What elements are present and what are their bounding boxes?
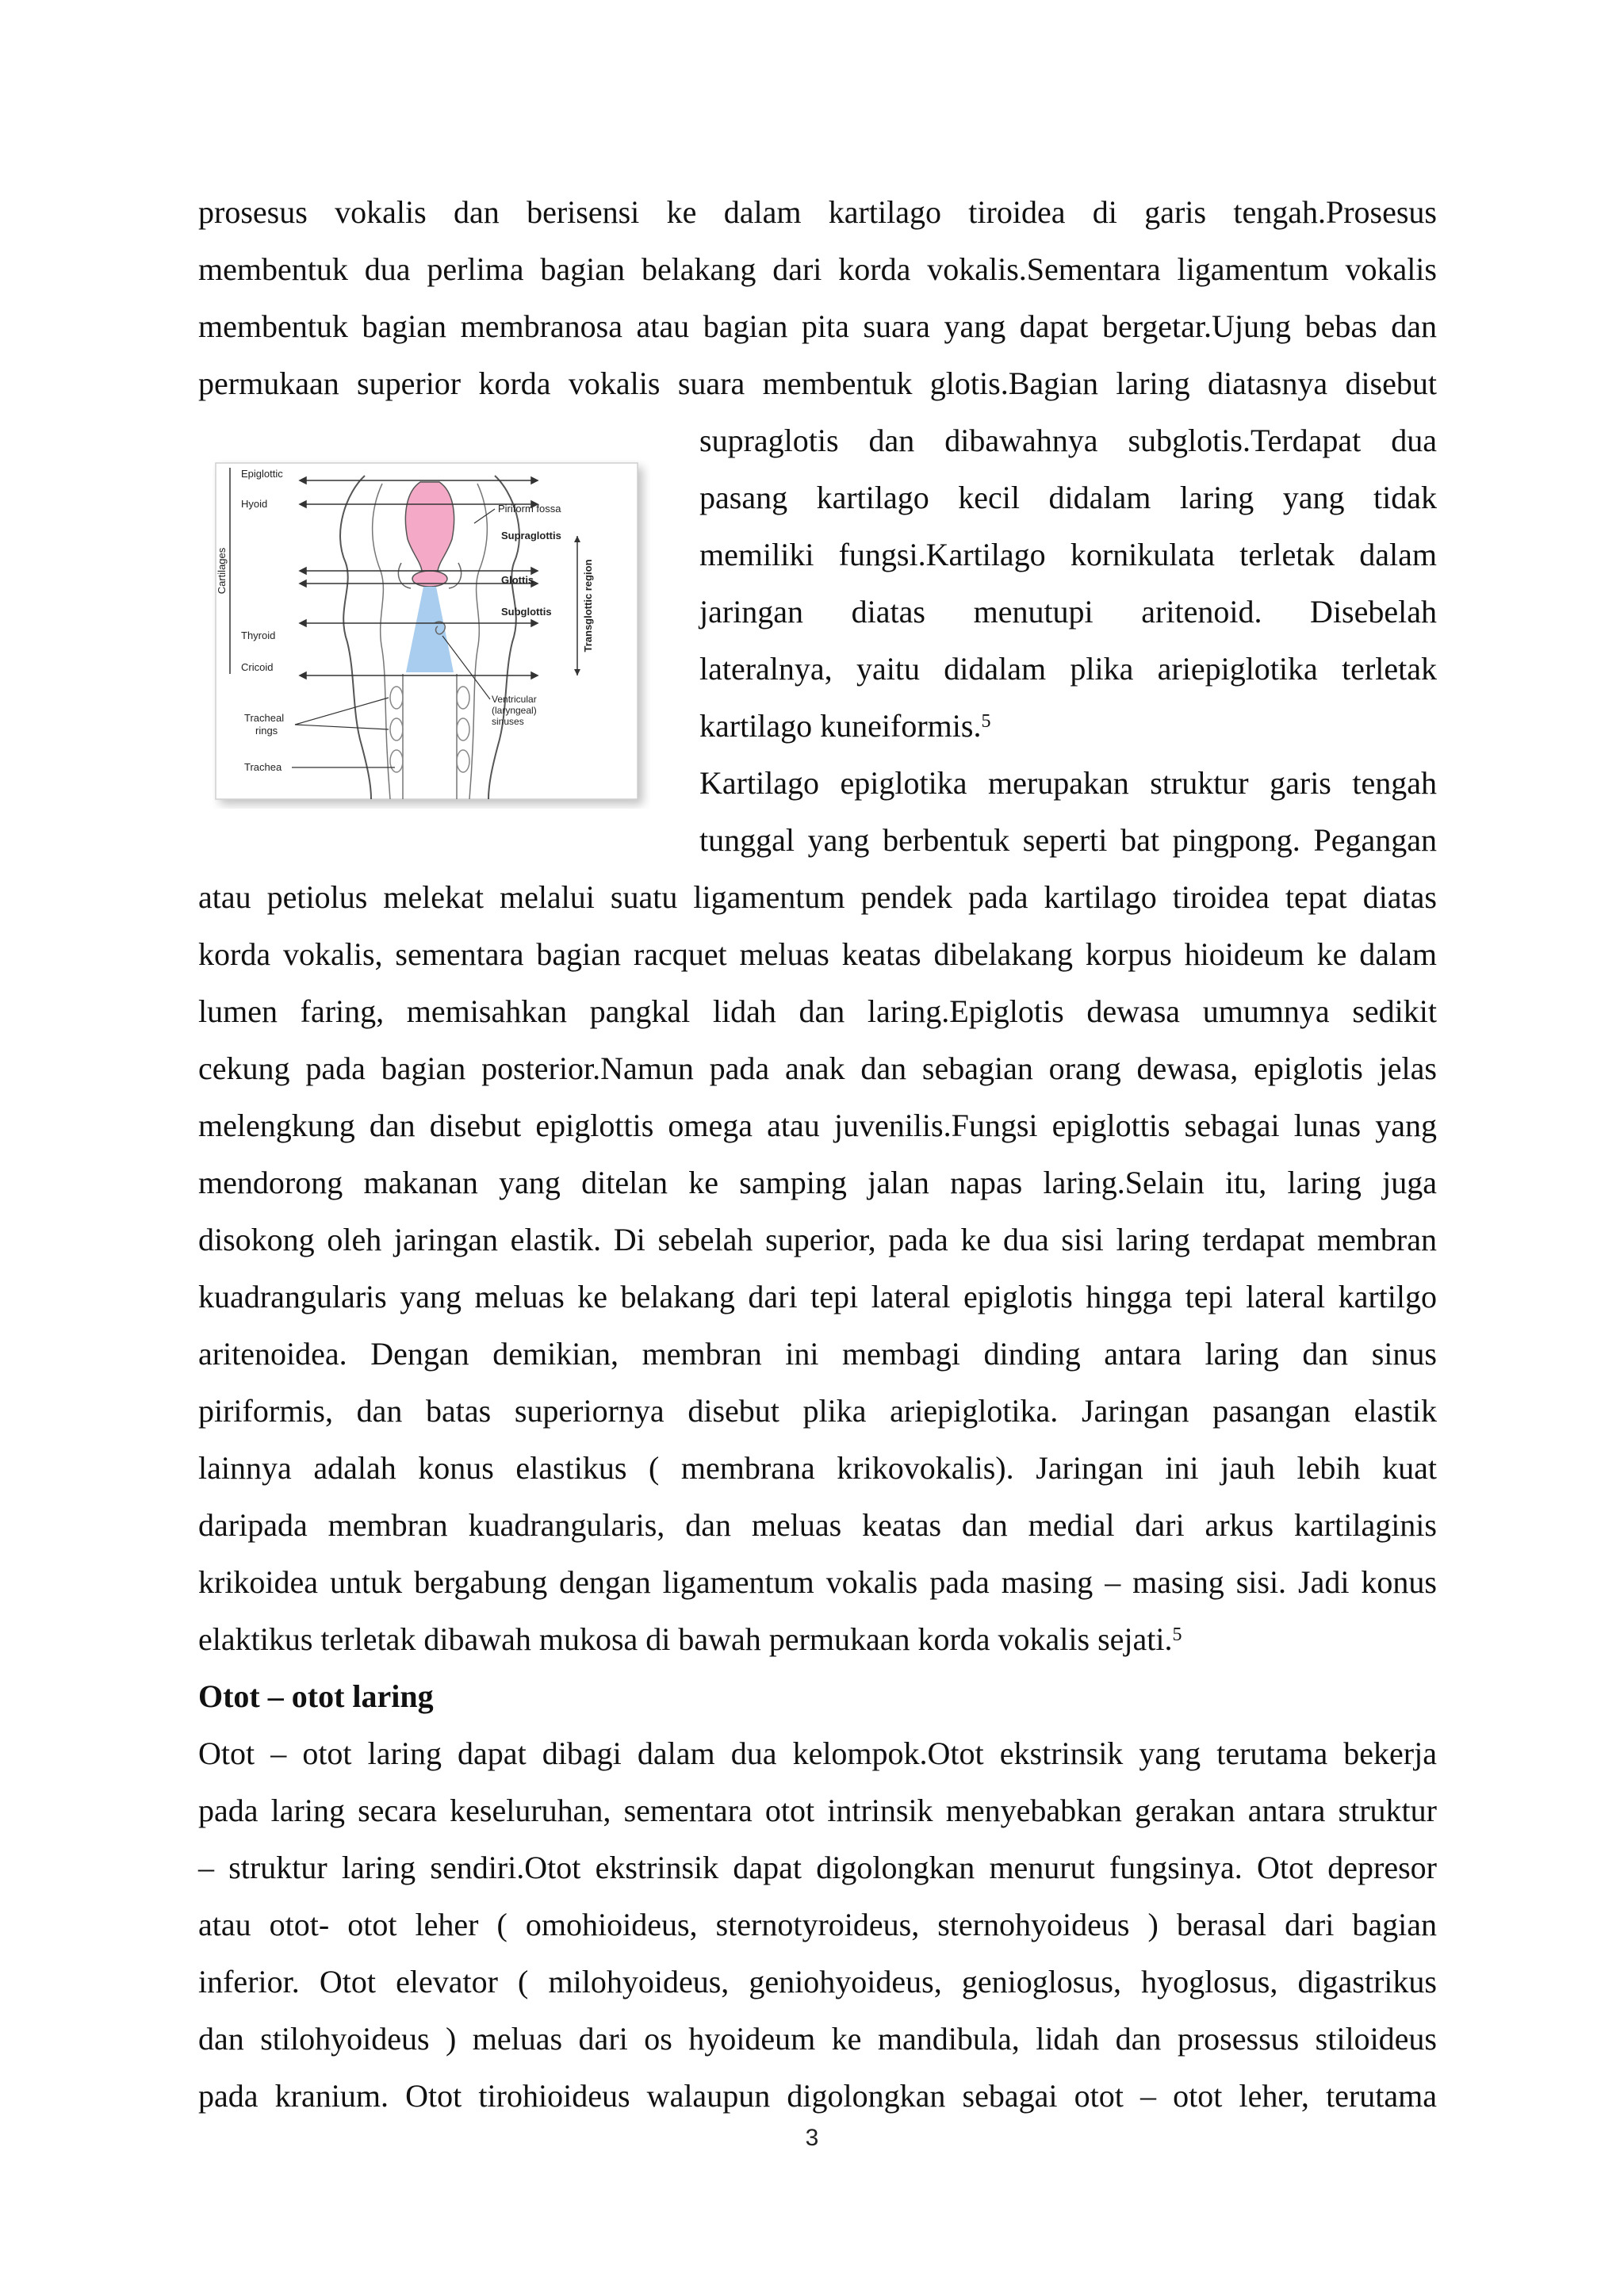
- glottis-ring: [412, 571, 447, 587]
- label-laryngeal: (laryngeal): [492, 705, 537, 716]
- text-line: atau petiolus melekat melalui suatu ligamentum pendek pada kartilago tiroidea tepat diatas: [198, 879, 1437, 915]
- text-line: Otot – otot laring dapat dibagi dalam dua kelompok.Otot ekstrinsik yang terutama bekerja: [198, 1735, 1437, 1771]
- text-line: [198, 1620, 1437, 1659]
- label-hyoid: Hyoid: [241, 498, 268, 510]
- transglottic-region-label: Transglottic region: [582, 559, 594, 652]
- text-line: lumen faring, memisahkan pangkal lidah dan laring.Epiglotis dewasa umumnya sedikit: [198, 993, 1437, 1029]
- label-sinuses: sinuses: [492, 716, 524, 727]
- text-line: membentuk bagian membranosa atau bagian pita suara yang dapat bergetar.Ujung bebas dan: [198, 308, 1437, 344]
- text-line: supraglotis dan dibawahnya subglotis.Terdapat dua: [699, 423, 1437, 458]
- label-thyroid: Thyroid: [241, 629, 276, 641]
- text-line: mendorong makanan yang ditelan ke samping jalan napas laring.Selain itu, laring juga: [198, 1165, 1437, 1200]
- text-line: prosesus vokalis dan berisensi ke dalam kartilago tiroidea di garis tengah.Prosesus: [198, 194, 1437, 230]
- text-line: pada kranium. Otot tirohioideus walaupun digolongkan sebagai otot – otot leher, terutama: [198, 2078, 1437, 2114]
- text-line: Kartilago epiglotika merupakan struktur garis tengah: [699, 765, 1437, 801]
- label-epiglottic: Epiglottic: [241, 468, 283, 480]
- text-line: membentuk dua perlima bagian belakang dari korda vokalis.Sementara ligamentum vokalis: [198, 251, 1437, 287]
- text-line: tunggal yang berbentuk seperti bat pingpong. Pegangan: [699, 822, 1437, 858]
- text-line: – struktur laring sendiri.Otot ekstrinsik dapat digolongkan menurut fungsinya. Otot depresor: [198, 1850, 1437, 1885]
- text-line: inferior. Otot elevator ( milohyoideus, geniohyoideus, genioglosus, hyoglosus, digastrikus: [198, 1964, 1437, 1999]
- text-line: krikoidea untuk bergabung dengan ligamentum vokalis pada masing – masing sisi. Jadi konus: [198, 1564, 1437, 1600]
- footnote-ref: 5: [1172, 1624, 1182, 1645]
- text-line: piriformis, dan batas superiornya disebut plika ariepiglotika. Jaringan pasangan elastik: [198, 1393, 1437, 1429]
- text-line: lainnya adalah konus elastikus ( membrana krikovokalis). Jaringan ini jauh lebih kuat: [198, 1450, 1437, 1486]
- text-line: aritenoidea. Dengan demikian, membran ini membagi dinding antara laring dan sinus: [198, 1336, 1437, 1372]
- label-glottis: Glottis: [501, 574, 534, 586]
- text-line: daripada membran kuadrangularis, dan meluas keatas dan medial dari arkus kartilaginis: [198, 1507, 1437, 1543]
- text-line: pada laring secara keseluruhan, sementara otot intrinsik menyebabkan gerakan antara struktur: [198, 1793, 1437, 1828]
- text-line: korda vokalis, sementara bagian racquet meluas keatas dibelakang korpus hioideum ke dalam: [198, 936, 1437, 972]
- text-line: memiliki fungsi.Kartilago kornikulata terletak dalam: [699, 537, 1437, 572]
- label-supraglottis: Supraglottis: [501, 530, 561, 541]
- text-line: disokong oleh jaringan elastik. Di sebelah superior, pada ke dua sisi laring terdapat membran: [198, 1222, 1437, 1257]
- larynx-figure: [213, 460, 650, 809]
- text-line: lateralnya, yaitu didalam plika ariepiglotika terletak: [699, 651, 1437, 687]
- text-fragment: elaktikus terletak dibawah mukosa di bawah permukaan korda vokalis sejati.: [198, 1621, 1173, 1657]
- section-heading: Otot – otot laring: [198, 1678, 434, 1714]
- label-subglottis: Subglottis: [501, 606, 552, 618]
- page-number: 3: [805, 2125, 819, 2151]
- text-line: permukaan superior korda vokalis suara membentuk glotis.Bagian laring diatasnya disebut: [198, 365, 1437, 401]
- text-line: atau otot- otot leher ( omohioideus, sternotyroideus, sternohyoideus ) berasal dari bagian: [198, 1907, 1437, 1942]
- label-piriform-fossa: Piriform fossa: [498, 503, 561, 515]
- label-ventricular: Ventricular: [492, 694, 537, 705]
- text-line: jaringan diatas menutupi aritenoid. Disebelah: [699, 594, 1437, 629]
- text-line: kuadrangularis yang meluas ke belakang dari tepi lateral epiglotis hingga tepi lateral kartilgo: [198, 1279, 1437, 1314]
- text-line: pasang kartilago kecil didalam laring yang tidak: [699, 480, 1437, 515]
- label-tracheal: Tracheal: [244, 712, 285, 724]
- text-fragment: kartilago kuneiformis.: [699, 708, 982, 744]
- label-cricoid: Cricoid: [241, 661, 274, 673]
- text-line: melengkung dan disebut epiglottis omega atau juvenilis.Fungsi epiglottis sebagai lunas yang: [198, 1108, 1437, 1143]
- larynx-diagram: [213, 460, 650, 809]
- label-trachea: Trachea: [244, 761, 282, 773]
- label-rings: rings: [255, 725, 278, 737]
- text-line: [699, 706, 1437, 746]
- text-line: dan stilohyoideus ) meluas dari os hyoideum ke mandibula, lidah dan prosessus stiloideus: [198, 2021, 1437, 2057]
- cartilages-label: Cartilages: [216, 547, 228, 595]
- text-line: cekung pada bagian posterior.Namun pada anak dan sebagian orang dewasa, epiglotis jelas: [198, 1050, 1437, 1086]
- footnote-ref: 5: [981, 711, 991, 732]
